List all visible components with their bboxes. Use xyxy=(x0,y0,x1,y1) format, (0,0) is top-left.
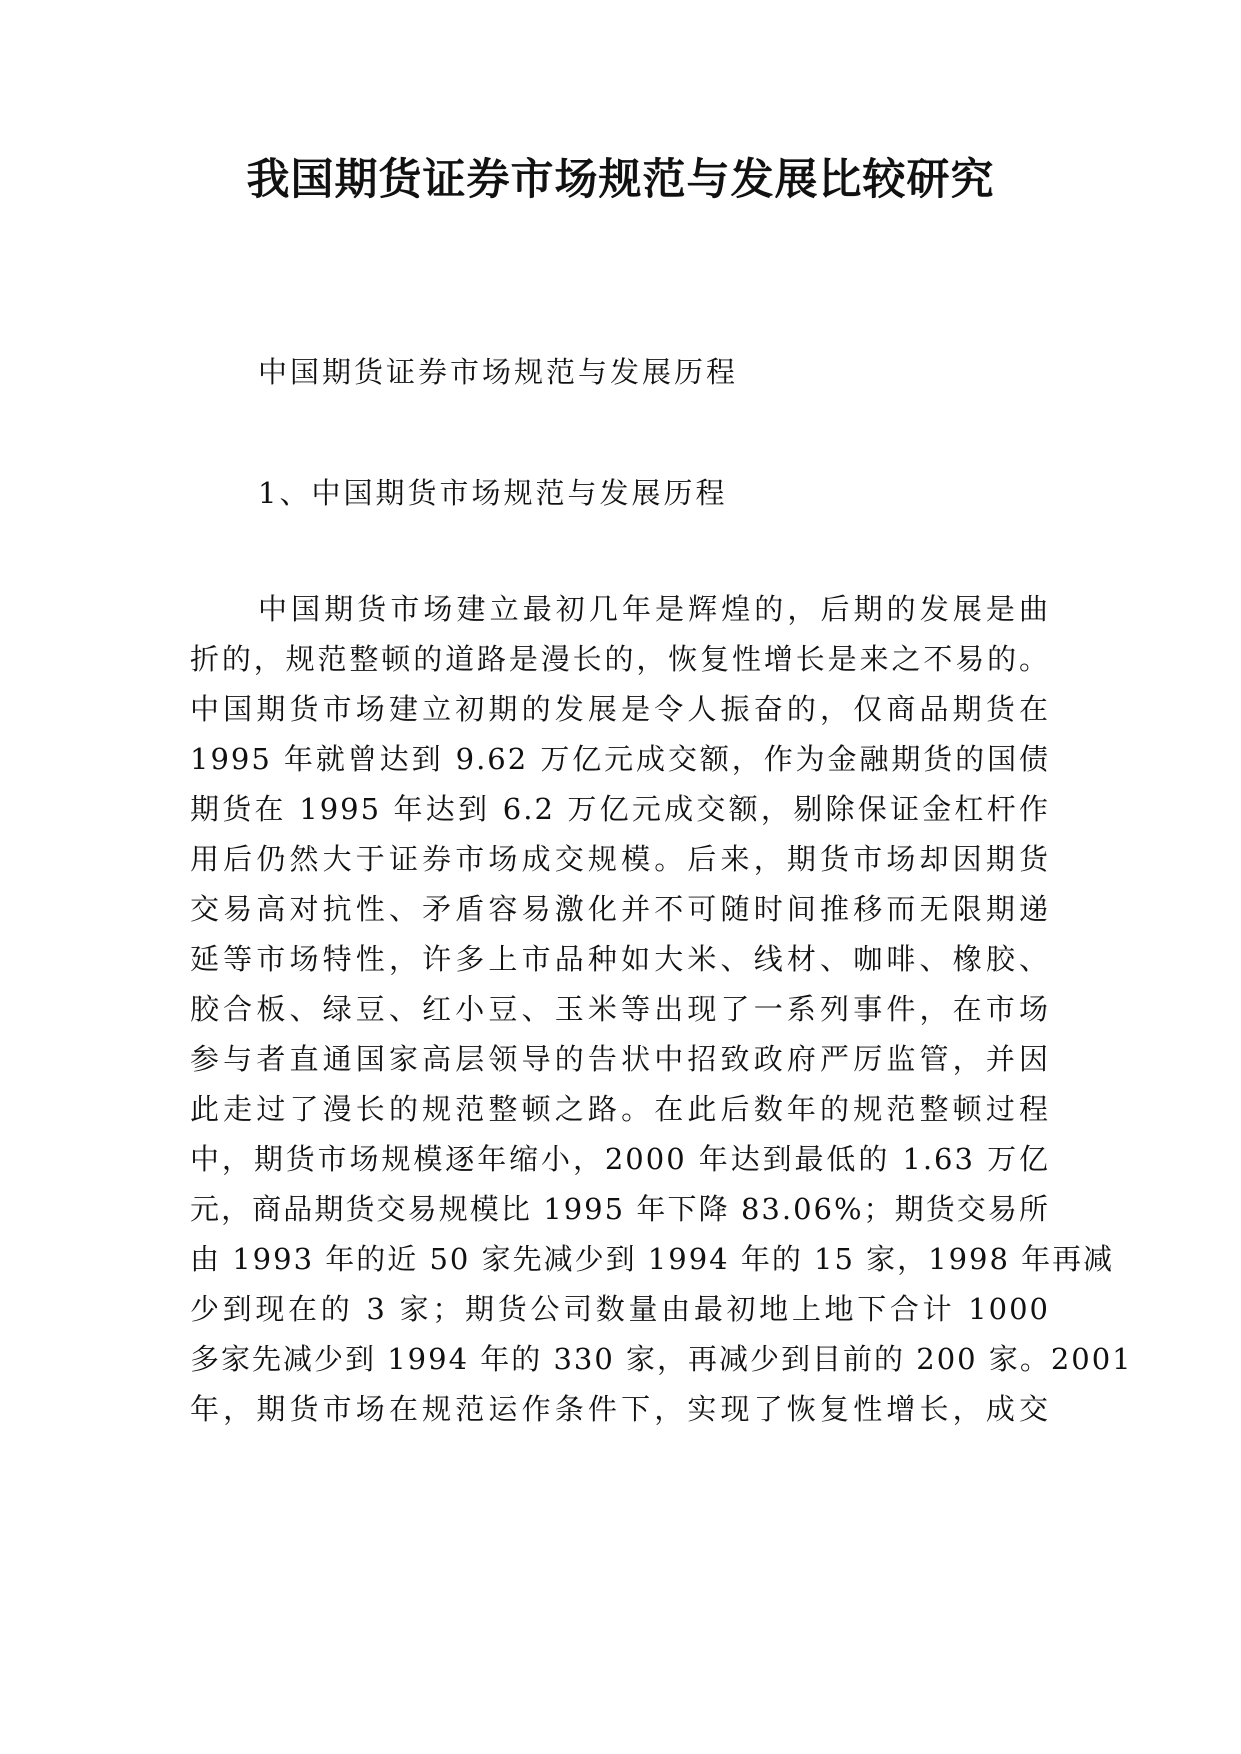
body-paragraph xyxy=(190,584,1133,1434)
paragraph-line: 少到现在的 3 家；期货公司数量由最初地上地下合计 1000 xyxy=(190,1292,1050,1326)
paragraph-line: 中国期货市场建立最初几年是辉煌的，后期的发展是曲 xyxy=(258,592,1050,626)
paragraph-line: 延等市场特性，许多上市品种如大米、线材、咖啡、橡胶、 xyxy=(190,942,1050,976)
paragraph-line: 1995 年就曾达到 9.62 万亿元成交额，作为金融期货的国债 xyxy=(190,742,1050,776)
paragraph-line: 此走过了漫长的规范整顿之路。在此后数年的规范整顿过程 xyxy=(190,1092,1050,1126)
paragraph-line: 交易高对抗性、矛盾容易激化并不可随时间推移而无限期递 xyxy=(190,892,1050,926)
paragraph-line: 折的，规范整顿的道路是漫长的，恢复性增长是来之不易的。 xyxy=(190,642,1050,676)
subsection-heading: 1、中国期货市场规范与发展历程 xyxy=(258,476,728,510)
paragraph-line: 中，期货市场规模逐年缩小，2000 年达到最低的 1.63 万亿 xyxy=(190,1142,1050,1176)
paragraph-line: 用后仍然大于证券市场成交规模。后来，期货市场却因期货 xyxy=(190,842,1050,876)
paragraph-line: 元，商品期货交易规模比 1995 年下降 83.06%；期货交易所 xyxy=(190,1192,1050,1226)
paragraph-line: 中国期货市场建立初期的发展是令人振奋的，仅商品期货在 xyxy=(190,692,1050,726)
section-heading: 中国期货证券市场规范与发展历程 xyxy=(258,355,739,389)
document-title: 我国期货证券市场规范与发展比较研究 xyxy=(246,155,995,205)
paragraph-line: 由 1993 年的近 50 家先减少到 1994 年的 15 家，1998 年再减 xyxy=(190,1242,1115,1276)
paragraph-line: 胶合板、绿豆、红小豆、玉米等出现了一系列事件，在市场 xyxy=(190,992,1050,1026)
paragraph-line: 年，期货市场在规范运作条件下，实现了恢复性增长，成交 xyxy=(190,1392,1050,1426)
paragraph-line: 期货在 1995 年达到 6.2 万亿元成交额，剔除保证金杠杆作 xyxy=(190,792,1050,826)
paragraph-line: 参与者直通国家高层领导的告状中招致政府严厉监管，并因 xyxy=(190,1042,1050,1076)
paragraph-line: 多家先减少到 1994 年的 330 家，再减少到目前的 200 家。2001 xyxy=(190,1342,1133,1376)
